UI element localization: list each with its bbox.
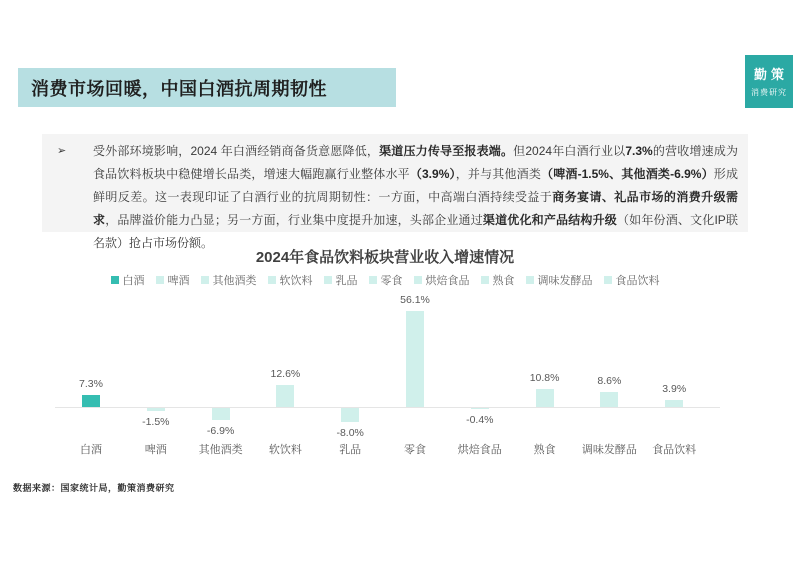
legend-label: 乳品 (335, 275, 358, 287)
bar-value-label: -1.5% (142, 415, 170, 428)
x-axis-category-label: 乳品 (339, 444, 362, 456)
bar-零食 (406, 311, 424, 407)
brand-logo-subtitle: 消费研究 (751, 88, 787, 97)
bar-软饮料 (276, 385, 294, 407)
bar-value-label: -0.4% (466, 414, 494, 426)
bar-乳品 (341, 408, 359, 422)
legend-swatch-icon (201, 276, 209, 284)
bar-value-label: 7.3% (79, 377, 103, 390)
summary-paragraph-block (42, 134, 748, 250)
chart-title: 2024年食品饮料板块营业收入增速情况 (255, 249, 515, 266)
legend-swatch-icon (481, 276, 489, 284)
paragraph-segment: ，并与其他酒类 (455, 167, 542, 181)
paragraph-segment: 商务宴请、礼品市场的消费升级需求 (93, 190, 738, 227)
legend-swatch-icon (369, 276, 377, 284)
legend-label: 啤酒 (167, 275, 190, 287)
bar-调味发酵品 (600, 392, 618, 407)
paragraph-segment: 渠道优化和产品结构升级 (482, 213, 617, 227)
legend-label: 其他酒类 (212, 275, 257, 287)
legend-label: 白酒 (122, 275, 145, 287)
bar-啤酒 (147, 408, 165, 411)
bar-value-label: -6.9% (206, 424, 235, 437)
paragraph-segment: 受外部环境影响，2024 年白酒经销商备货意愿降低， (93, 144, 380, 158)
legend-swatch-icon (156, 276, 164, 284)
bar-value-label: -8.0% (336, 426, 364, 439)
bar-value-label: 10.8% (529, 371, 560, 384)
legend-item (481, 272, 515, 288)
legend-label: 熟食 (492, 275, 515, 287)
page-title: 消费市场回暖，中国白酒抗周期韧性 (31, 78, 327, 99)
legend-swatch-icon (526, 276, 534, 284)
legend-item (201, 272, 257, 288)
summary-paragraph (93, 140, 738, 250)
legend-item (604, 272, 660, 288)
x-axis-category-label: 烘焙食品 (457, 444, 502, 456)
legend-item (526, 272, 593, 288)
bar-烘焙食品 (471, 408, 489, 409)
bar-熟食 (536, 389, 554, 407)
page-title-banner (18, 68, 396, 107)
legend-item (111, 272, 145, 288)
brand-logo-name: 勤策 (753, 67, 788, 82)
bullet-arrow-icon: ➢ (57, 145, 67, 157)
legend-label: 烘焙食品 (425, 275, 470, 287)
paragraph-segment: 形成鲜明反差。这一表现印证了白酒行业的抗周期韧性：一方面，中高端白酒持续受益于 (93, 167, 738, 204)
bar-value-label: 56.1% (400, 294, 430, 307)
bar-其他酒类 (212, 408, 230, 420)
bar-value-label: 8.6% (597, 375, 622, 388)
bar-value-label: 3.9% (662, 383, 687, 396)
legend-item (324, 272, 358, 288)
x-axis-category-label: 啤酒 (144, 444, 167, 456)
legend-label: 软饮料 (279, 275, 313, 287)
legend-label: 调味发酵品 (537, 275, 593, 287)
x-axis-category-label: 零食 (404, 444, 426, 456)
paragraph-segment: （如年份酒、文化IP联名款）抢占市场份额。 (93, 213, 738, 250)
legend-item (268, 272, 313, 288)
legend-swatch-icon (604, 276, 612, 284)
legend-swatch-icon (324, 276, 332, 284)
x-axis-category-label: 熟食 (533, 444, 556, 456)
chart-plot-area (55, 292, 720, 467)
paragraph-segment: 的营收增速成为食品饮料板块中稳健增长品类，增速大幅跑赢行业整体水平 (93, 144, 738, 181)
paragraph-segment: （3.9%） (409, 167, 456, 181)
legend-swatch-icon (268, 276, 276, 284)
legend-label: 零食 (380, 275, 403, 287)
paragraph-segment: （啤酒-1.5%、其他酒类-6.9%） (541, 167, 714, 181)
x-axis-category-label: 其他酒类 (198, 444, 243, 456)
x-axis-category-label: 调味发酵品 (581, 444, 637, 456)
legend-item (369, 272, 403, 288)
bar-value-label: 12.6% (270, 368, 301, 381)
paragraph-segment: ，品牌溢价能力凸显；另一方面，行业集中度提升加速，头部企业通过 (105, 213, 483, 227)
chart-legend (30, 272, 740, 288)
legend-swatch-icon (414, 276, 422, 284)
legend-item (156, 272, 190, 288)
bar-食品饮料 (665, 400, 683, 407)
x-axis-category-label: 软饮料 (268, 444, 302, 456)
data-source-note: 数据来源：国家统计局，勤策消费研究 (13, 483, 175, 493)
paragraph-segment: 7.3% (625, 144, 653, 158)
bar-白酒 (82, 395, 100, 407)
paragraph-segment: 渠道压力传导至报表端。 (379, 144, 514, 158)
legend-item (414, 272, 470, 288)
x-axis-category-label: 食品饮料 (652, 444, 697, 456)
legend-swatch-icon (111, 276, 119, 284)
legend-label: 食品饮料 (615, 275, 660, 287)
paragraph-segment: 但2024年白酒行业以 (513, 144, 626, 158)
brand-logo (745, 55, 793, 108)
x-axis-category-label: 白酒 (80, 444, 102, 456)
